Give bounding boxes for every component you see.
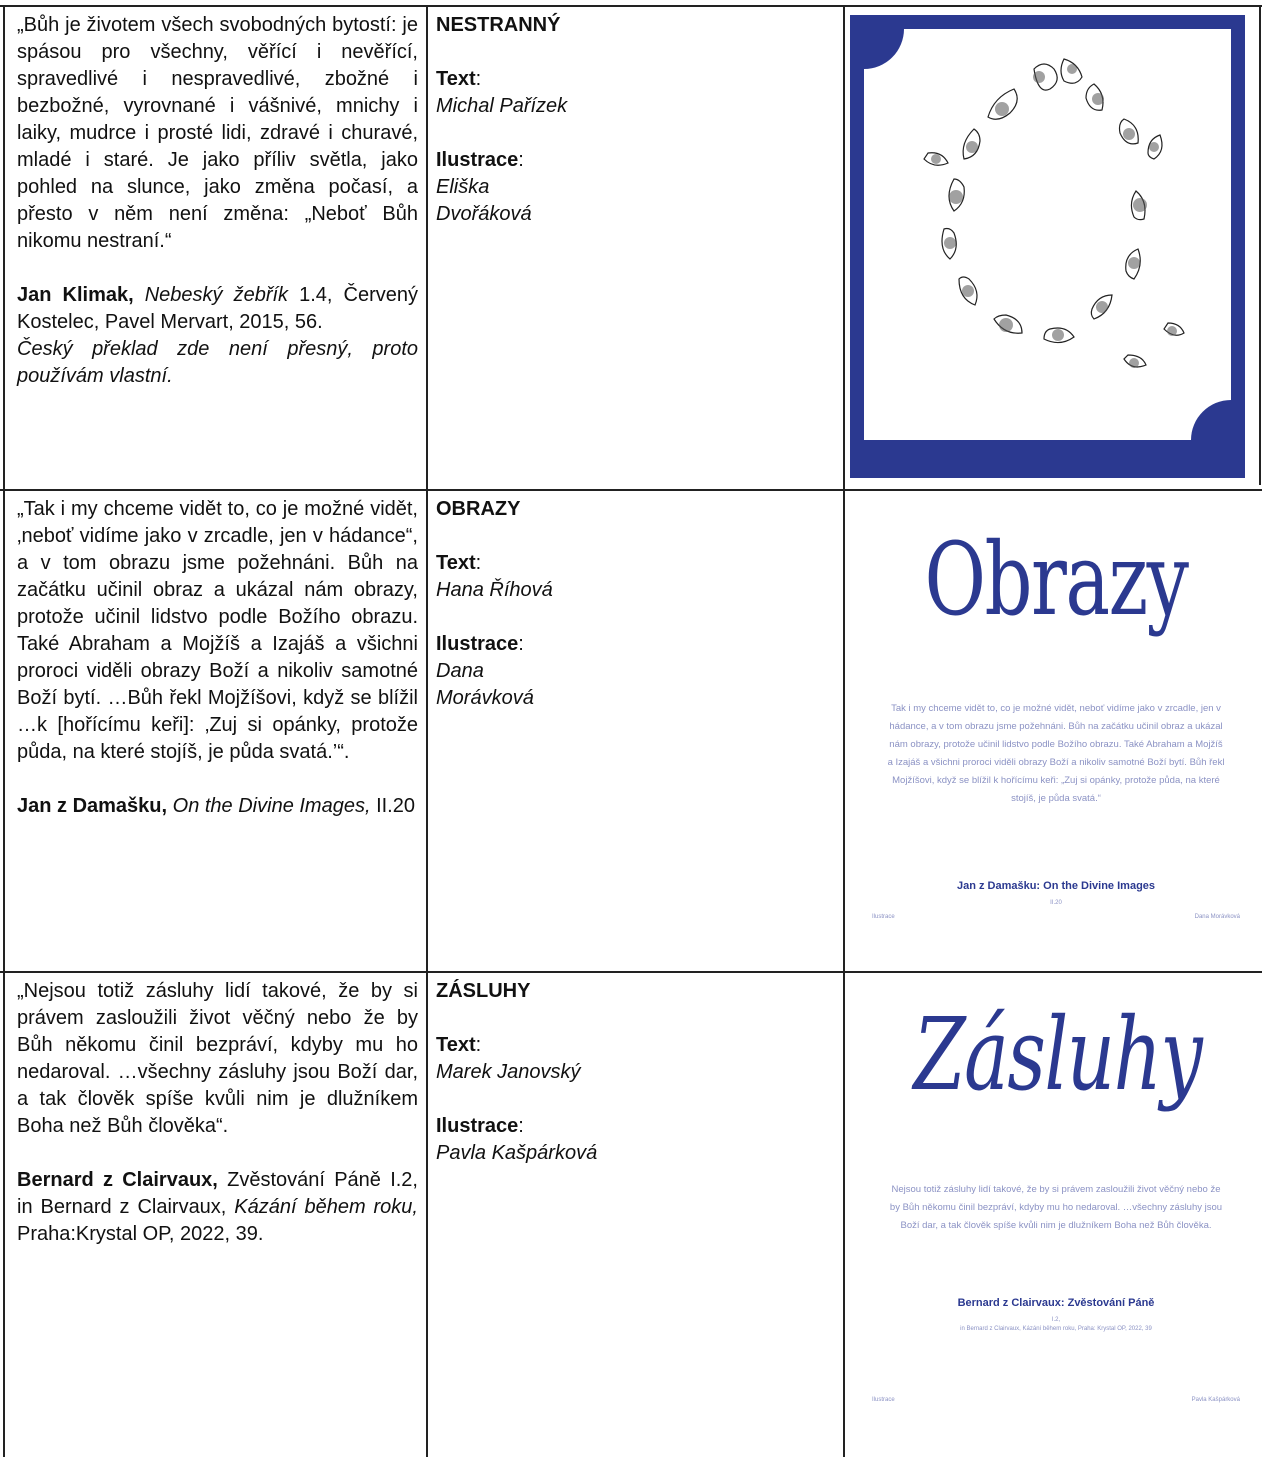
source-work: Kázání během roku,	[234, 1196, 418, 1218]
poster-body: Tak i my chceme vidět to, co je možné vidět, neboť vidíme jako v zrcadle, jen v hádance, a v tom obrazu jsme požehnáni. Bůh na začátku učinil obraz a ukázal nám obrazy, protože učinil lidstvo podle Božího obrazu. Také Abraham a Mojžíš a Izajáš a všichni proroci viděli obrazy Boží a nikoliv samotné Boží bytí. Bůh řekl Mojžíšovi, když se blížil k hořícímu keři: „Zuj si opánky, protože půda, na které stojíš, je půda svatá.“	[887, 703, 1225, 804]
translation-note: Český překlad zde není přesný, proto používám vlastní.	[17, 338, 418, 387]
illustration-author: Dana Morávková	[436, 660, 534, 709]
text-label: Text:	[436, 552, 482, 574]
poster-footer-name: Pavla Kašpárková	[1191, 1397, 1240, 1403]
meta-cell	[428, 12, 843, 228]
quote-cell	[5, 496, 426, 820]
quote-text: „Bůh je životem všech svobodných bytostí: je spásou pro všechny, věřící i nevěřící, spravedlivé i nespravedlivé, zbožné i bezbožné, vyrovnané i vášnivé, mnichy i laiky, mudrce i prosté lidi, zdravé i churavé, mladé i staré. Je jako příliv světla, jako pohled na slunce, jako změna počasí, a přesto v něm není změna: „Neboť Bůh nikomu nestraní.“	[17, 14, 418, 252]
poster-footer-name: Dana Morávková	[1194, 914, 1240, 920]
poster-zasluhy	[866, 985, 1246, 1425]
illustration-label: Ilustrace:	[436, 633, 524, 655]
table-border-top	[0, 5, 1262, 7]
text-author: Michal Pařízek	[436, 95, 568, 117]
source-author: Jan z Damašku,	[17, 795, 168, 817]
illustration-author: Pavla Kašpárková	[436, 1142, 598, 1164]
quote-text: „Nejsou totiž zásluhy lidí takové, že by si právem zasloužili život věčný nebo že by Bůh někomu činil bezpráví, kdyby mu ho nedaroval. …všechny zásluhy jsou Boží dar, a tak člověk spíše kvůli nim je dlužníkem Boha než Bůh člověka“.	[17, 980, 418, 1137]
source-citation	[17, 282, 418, 336]
meta-cell	[428, 496, 843, 712]
text-label: Text:	[436, 68, 482, 90]
quote-cell	[5, 978, 426, 1248]
source-author: Bernard z Clairvaux,	[17, 1169, 218, 1191]
text-label: Text:	[436, 1034, 482, 1056]
source-work: On the Divine Images,	[172, 795, 371, 817]
row-divider	[0, 971, 1262, 973]
poster-reference-detail: in Bernard z Clairvaux, Kázání během roku, Praha: Krystal OP, 2022, 39	[960, 1326, 1152, 1332]
poster-author: Jan z Damašku: On the Divine Images	[956, 880, 1156, 892]
poster-footer-label: Ilustrace	[872, 914, 895, 920]
source-details: 1.4, Červený Kostelec, Pavel Mervart, 2015, 56.	[17, 284, 418, 333]
poster-footer-label: Ilustrace	[872, 1397, 895, 1403]
section-title: ZÁSLUHY	[436, 980, 531, 1002]
source-work: Nebeský žebřík	[144, 284, 289, 306]
illustration-label: Ilustrace:	[436, 149, 524, 171]
source-details: Zvěstování Páně I.2, in Bernard z Clairvaux,	[17, 1169, 418, 1218]
column-divider	[843, 5, 845, 1457]
quote-text: „Tak i my chceme vidět to, co je možné vidět, ‚neboť vidíme jako v zrcadle, jen v hádance“, a v tom obrazu jsme požehnáni. Bůh na začátku učinil obraz a ukázal nám obrazy, protože učinil lidstvo podle Božího obrazu. Také Abraham a Mojžíš a Izajáš a všichni proroci viděli obrazy Boží a nikoliv samotné Boží bytí. …Bůh řekl Mojžíšovi, když se blížil …k [hořícímu keři]: ‚Zuj si opánky, protože půda, na které stojíš, je půda svatá.’“.	[17, 498, 418, 763]
text-author: Hana Říhová	[436, 579, 553, 601]
source-details-end: Praha:Krystal OP, 2022, 39.	[17, 1223, 264, 1245]
figures-ring-illustration	[864, 29, 1231, 440]
source-author: Jan Klimak,	[17, 284, 134, 306]
illustration-label: Ilustrace:	[436, 1115, 524, 1137]
poster-title: Zásluhy	[913, 996, 1202, 1113]
text-author: Marek Janovský	[436, 1061, 581, 1083]
quote-cell	[5, 12, 426, 390]
illustration-nestranny	[850, 15, 1245, 478]
poster-author: Bernard z Clairvaux: Zvěstování Páně	[957, 1297, 1155, 1309]
poster-reference: II.20	[1050, 900, 1062, 906]
table-border-right	[1259, 5, 1261, 485]
section-title: NESTRANNÝ	[436, 14, 561, 36]
source-details: II.20	[370, 795, 415, 817]
source-citation	[17, 793, 418, 820]
illustration-author: Eliška Dvořáková	[436, 176, 532, 225]
source-citation	[17, 1167, 418, 1248]
meta-cell	[428, 978, 843, 1167]
poster-obrazy	[866, 500, 1246, 960]
row-divider	[0, 489, 1262, 491]
poster-title: Obrazy	[924, 521, 1188, 638]
section-title: OBRAZY	[436, 498, 521, 520]
poster-body: Nejsou totiž zásluhy lidí takové, že by si právem zasloužili život věčný nebo že by Bůh někomu činil bezpráví, kdyby mu ho nedaroval. …všechny zásluhy jsou Boží dar, a tak člověk spíše kvůli nim je dlužníkem Boha než Bůh člověka.	[889, 1184, 1223, 1231]
illustration-canvas	[864, 29, 1231, 440]
poster-reference: I.2,	[1051, 1317, 1061, 1323]
